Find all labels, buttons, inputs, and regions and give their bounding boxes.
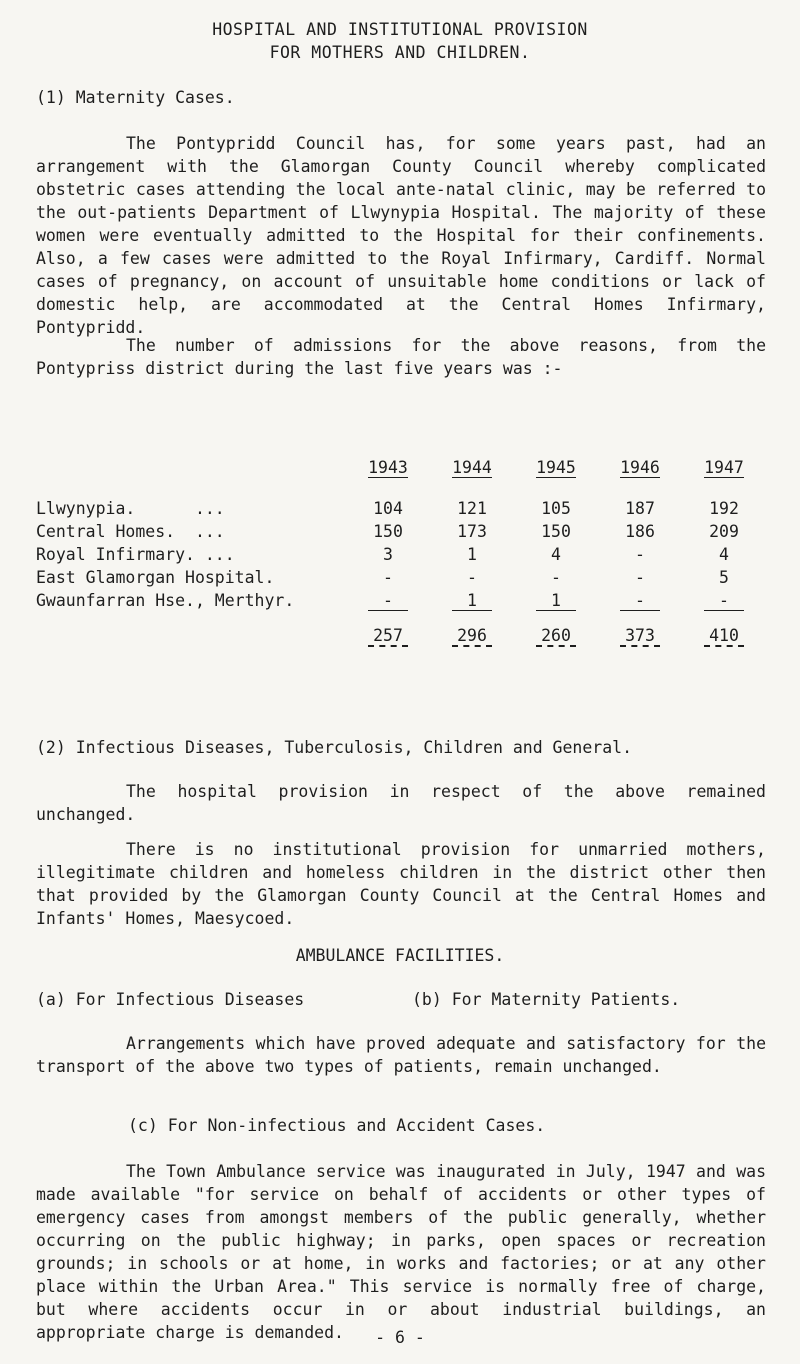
row-label: Central Homes. ... [36,522,225,541]
table-cell: 1 [452,591,492,611]
table-cell: 4 [719,545,729,564]
total-cell: 260 [536,626,576,647]
table-row [36,520,766,543]
table-cell: 192 [709,499,739,518]
infectious-paragraph-2: There is no institutional provision for unmarried mothers, illegitimate children and homeless children in the district other then that provided by the Glamorgan County Council at the Central Homes and Infants' Homes, Maesycoed. [36,840,766,928]
row-label: Llwynypia. ... [36,499,225,518]
total-cell: 410 [704,626,744,647]
ambulance-sub-a: (a) For Infectious Diseases [36,990,305,1009]
table-cell: 105 [541,499,571,518]
table-cell: 104 [373,499,403,518]
table-row [36,566,766,589]
page-number: - 6 - [375,1328,425,1347]
ambulance-heading: AMBULANCE FACILITIES. [295,946,505,965]
table-cell: 121 [457,499,487,518]
row-label: Gwaunfarran Hse., Merthyr. [36,591,295,610]
year-header: 1945 [536,458,576,477]
table-cell: 4 [551,545,561,564]
row-label: East Glamorgan Hospital. [36,568,275,587]
total-cell: 257 [368,626,408,647]
maternity-heading: (1) Maternity Cases. [36,88,235,107]
ambulance-sub-b: (b) For Maternity Patients. [412,990,681,1009]
table-cell: - [635,545,645,564]
document-subtitle: FOR MOTHERS AND CHILDREN. [269,43,531,62]
document-title: HOSPITAL AND INSTITUTIONAL PROVISION [212,20,588,39]
year-header: 1944 [452,458,492,477]
table-cell: 1 [536,591,576,611]
ambulance-paragraph-1: Arrangements which have proved adequate and satisfactory for the transport of the above two types of patients, remain unchanged. [36,1034,766,1076]
table-cell: 1 [467,545,477,564]
table-cell: - [635,568,645,587]
table-cell: 186 [625,522,655,541]
row-label: Royal Infirmary. ... [36,545,235,564]
year-header: 1947 [704,458,744,477]
table-cell: 173 [457,522,487,541]
admissions-intro: The number of admissions for the above reasons, from the Pontypriss district during the last five years was :- [36,336,766,378]
infectious-heading: (2) Infectious Diseases, Tuberculosis, Children and General. [36,738,633,757]
table-cell: - [467,568,477,587]
year-header: 1946 [620,458,660,477]
table-cell: - [551,568,561,587]
table-row [36,589,766,612]
total-cell: 373 [620,626,660,647]
table-header-row [36,456,766,479]
table-cell: - [383,568,393,587]
table-row [36,543,766,566]
table-row [36,497,766,520]
table-cell: - [704,591,744,611]
table-cell: 187 [625,499,655,518]
admissions-table [36,456,766,652]
maternity-paragraph: The Pontypridd Council has, for some years past, had an arrangement with the Glamorgan County Council whereby complicated obstetric cases attending the local ante-natal clinic, may be referred to the out-patients Department of Llwynypia Hospital. The majority of these women were eventually admitted to the Hospital for their confinements. Also, a few cases were admitted to the Royal Infirmary, Cardiff. Normal cases of pregnancy, on account of unsuitable home conditions or lack of domestic help, are accommodated at the Central Homes Infirmary, Pontypridd. [36,134,766,337]
ambulance-paragraph-2: The Town Ambulance service was inaugurated in July, 1947 and was made available "for service on behalf of accidents or other types of emergency cases from amongst members of the public generally, whether occurring on the public highway; in parks, open spaces or recreation grounds; in schools or at home, in works and factories; or at any other place within the Urban Area." This service is normally free of charge, but where accidents occur in or about industrial buildings, an appropriate charge is demanded. [36,1162,766,1342]
table-cell: - [620,591,660,611]
table-cell: 150 [541,522,571,541]
table-cell: 5 [719,568,729,587]
total-cell: 296 [452,626,492,647]
infectious-paragraph-1: The hospital provision in respect of the above remained unchanged. [36,782,766,824]
table-cell: 150 [373,522,403,541]
year-header: 1943 [368,458,408,477]
totals-row [36,612,766,652]
ambulance-sub-c: (c) For Non-infectious and Accident Cases. [128,1116,546,1135]
table-cell: 3 [383,545,393,564]
table-cell: 209 [709,522,739,541]
table-cell: - [368,591,408,611]
